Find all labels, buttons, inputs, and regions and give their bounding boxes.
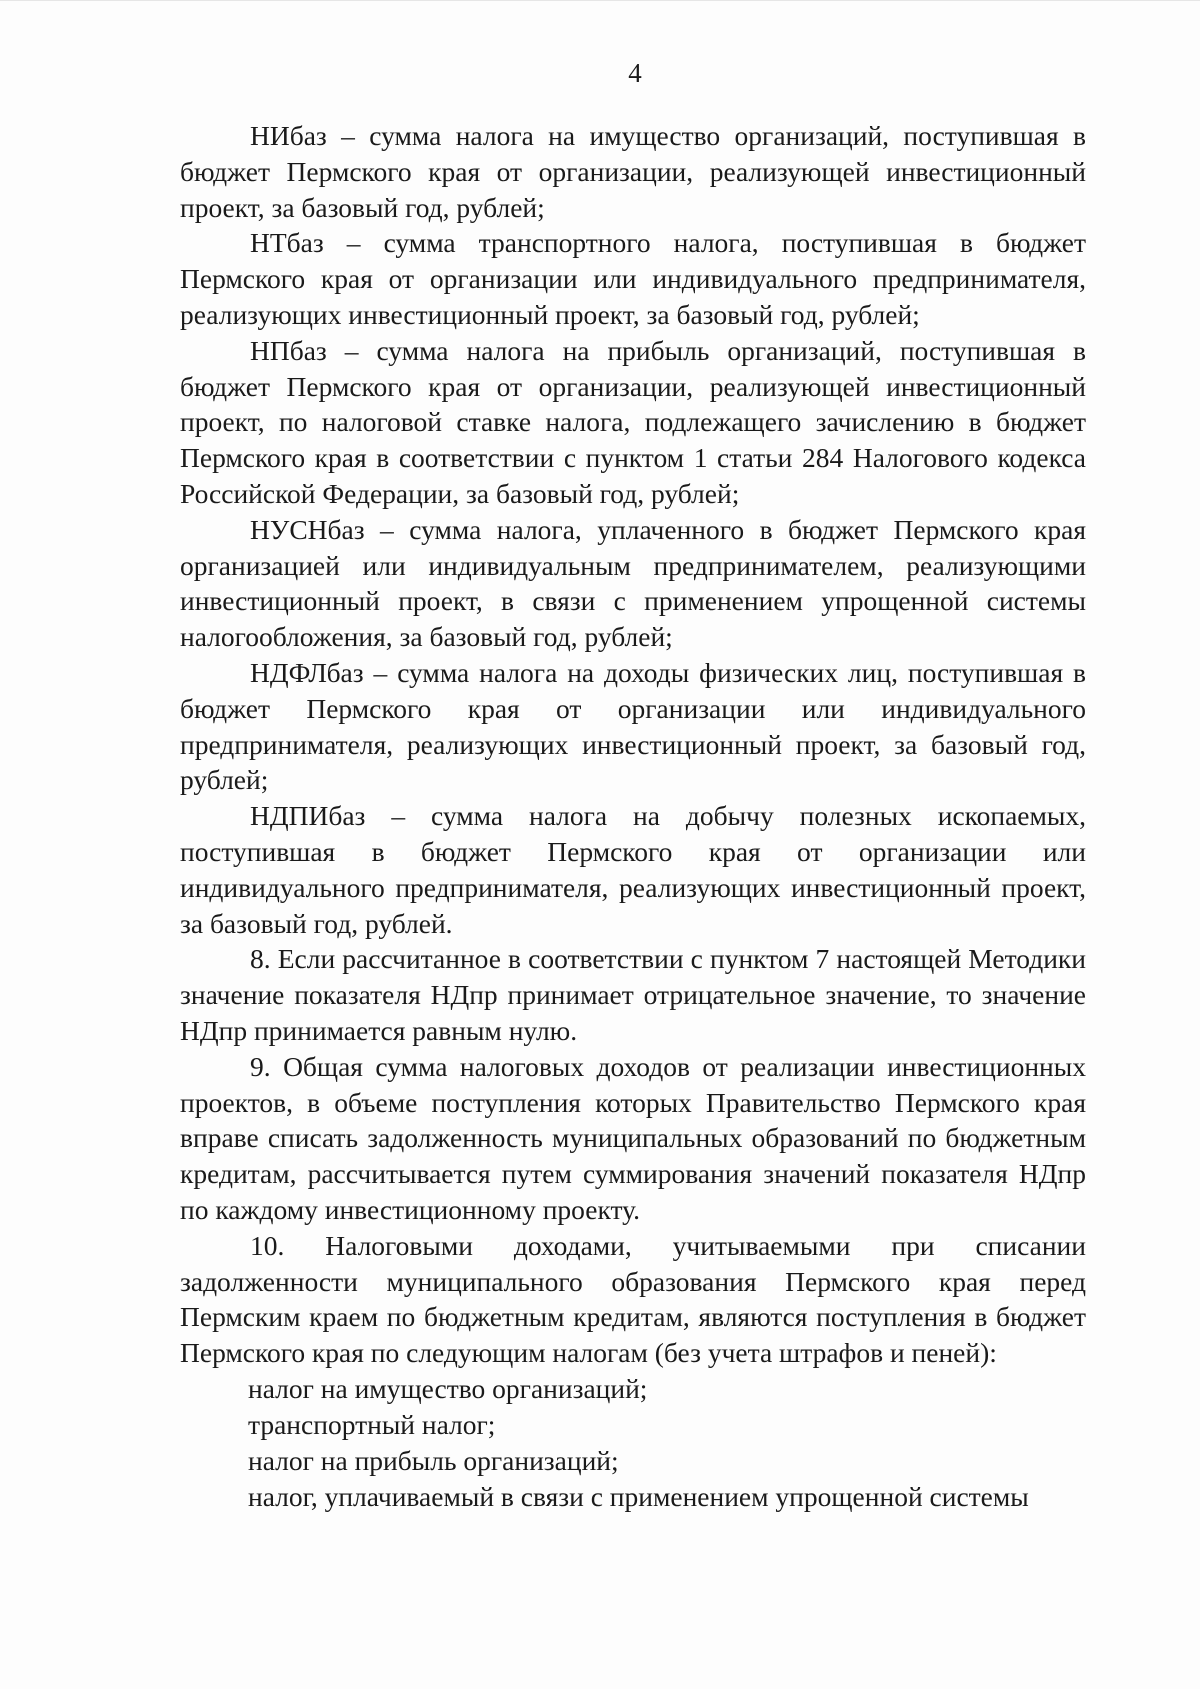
- clause-8: 8. Если рассчитанное в соответствии с пунктом 7 настоящей Методики значение показателя НДпр принимает отрицательное значение, то значение НДпр принимается равным нулю.: [180, 943, 1086, 1046]
- clause-9: 9. Общая сумма налоговых доходов от реализации инвестиционных проектов, в объеме поступления которых Правительство Пермского края вправе списать задолженность муниципальных образований по бюджетным кредитам, рассчитывается путем суммирования значений показателя НДпр по каждому инвестиционному проекту.: [180, 1050, 1086, 1225]
- definition-niбаз: НИбаз – сумма налога на имущество организаций, поступившая в бюджет Пермского края от организации, реализующей инвестиционный проект, за базовый год, рублей;: [180, 120, 1086, 223]
- document-body: [180, 118, 1086, 1515]
- definition-ntбаз: НТбаз – сумма транспортного налога, поступившая в бюджет Пермского края от организации или индивидуального предпринимателя, реализующих инвестиционный проект, за базовый год, рублей;: [180, 227, 1086, 330]
- tax-list-item: транспортный налог;: [248, 1408, 496, 1440]
- scan-edge-line: [0, 0, 1200, 1]
- tax-list-item: налог на имущество организаций;: [248, 1372, 648, 1404]
- tax-list-item: налог на прибыль организаций;: [248, 1444, 619, 1476]
- definition-ndpiбаз: НДПИбаз – сумма налога на добычу полезных ископаемых, поступившая в бюджет Пермского края от организации или индивидуального предпринимателя, реализующих инвестиционный проект, за базовый год, рублей.: [180, 800, 1086, 939]
- clause-10: 10. Налоговыми доходами, учитываемыми при списании задолженности муниципального образования Пермского края перед Пермским краем по бюджетным кредитам, являются поступления в бюджет Пермского края по следующим налогам (без учета штрафов и пеней):: [180, 1229, 1086, 1369]
- definition-nusnбаз: НУСНбаз – сумма налога, уплаченного в бюджет Пермского края организацией или индивидуальным предпринимателем, реализующими инвестиционный проект, в связи с применением упрощенной системы налогообложения, за базовый год, рублей;: [180, 513, 1086, 653]
- definition-npбаз: НПбаз – сумма налога на прибыль организаций, поступившая в бюджет Пермского края от организации, реализующей инвестиционный проект, по налоговой ставке налога, подлежащего зачислению в бюджет Пермского края в соответствии с пунктом 1 статьи 284 Налогового кодекса Российской Федерации, за базовый год, рублей;: [180, 334, 1086, 509]
- tax-list-item: налог, уплачиваемый в связи с применением упрощенной системы: [248, 1480, 1029, 1512]
- definition-ndflбаз: НДФЛбаз – сумма налога на доходы физических лиц, поступившая в бюджет Пермского края от организации или индивидуального предпринимателя, реализующих инвестиционный проект, за базовый год, рублей;: [180, 656, 1086, 796]
- page-number: 4: [628, 58, 642, 88]
